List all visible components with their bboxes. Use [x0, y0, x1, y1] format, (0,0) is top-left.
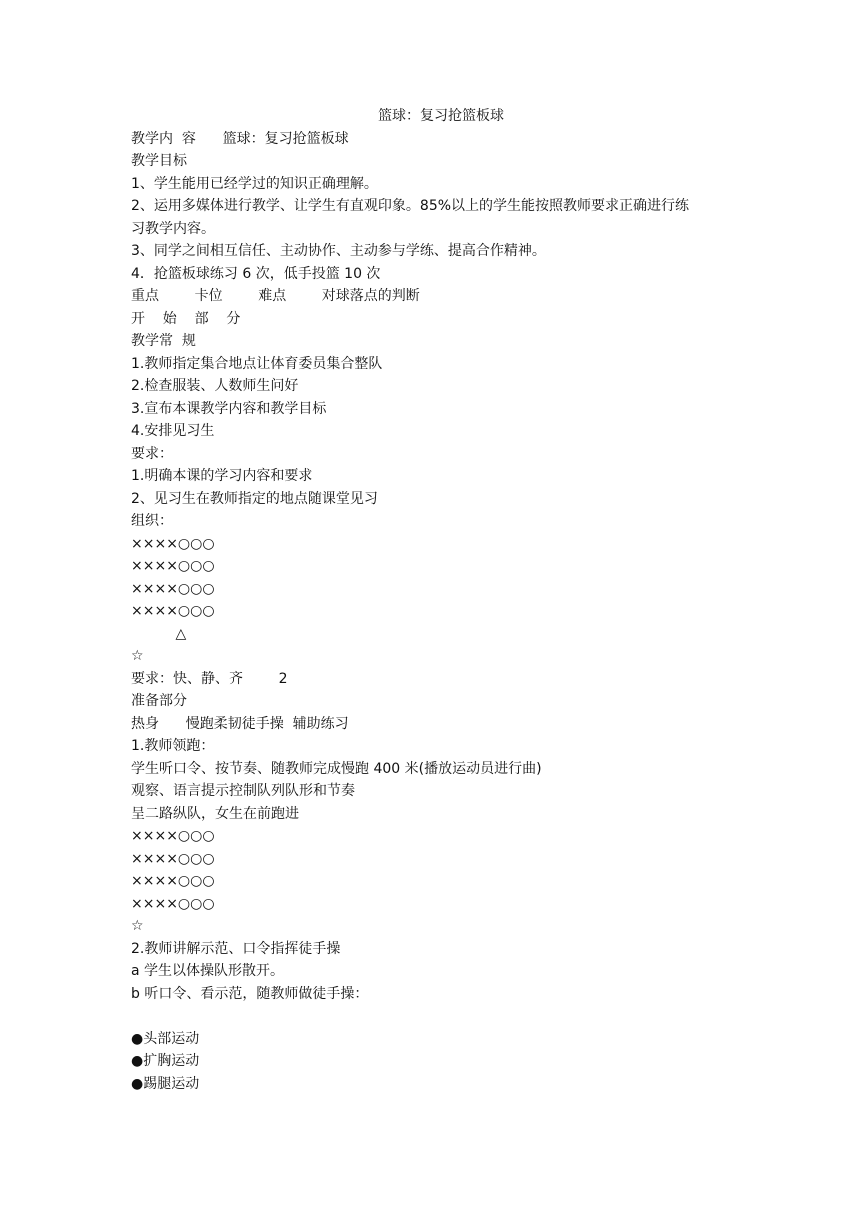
document-body: [131, 128, 751, 1096]
document-line: 1.教师指定集合地点让体育委员集合整队: [131, 355, 383, 372]
document-line: ××××○○○: [131, 580, 215, 597]
document-line: 1、学生能用已经学过的知识正确理解。: [131, 175, 378, 192]
document-line: 3、同学之间相互信任、主动协作、主动参与学练、提高合作精神。: [131, 243, 546, 259]
document-line: 开 始 部 分: [131, 310, 241, 327]
document-line: 2、运用多媒体进行教学、让学生有直观印象。85%以上的学生能按照教师要求正确进行练: [131, 198, 690, 214]
document-line: 1.教师领跑：: [131, 738, 215, 754]
document-line: 要求：快、静、齐 2: [131, 670, 288, 687]
document-line: 4.安排见习生: [131, 423, 215, 439]
document-line: 3.宣布本课教学内容和教学目标: [131, 400, 327, 417]
document-page: [131, 105, 751, 1095]
document-line: a 学生以体操队形散开。: [131, 963, 285, 979]
document-line: ●头部运动: [131, 1030, 200, 1047]
document-line: ××××○○○: [131, 895, 215, 912]
document-line: 组织：: [131, 513, 173, 529]
document-line: 呈二路纵队，女生在前跑进: [131, 805, 299, 822]
document-line: ●扩胸运动: [131, 1053, 200, 1069]
document-line: 2.教师讲解示范、口令指挥徒手操: [131, 940, 341, 957]
document-line: ××××○○○: [131, 603, 215, 619]
document-line: b 听口令、看示范，随教师做徒手操：: [131, 985, 369, 1002]
document-line: △: [131, 625, 187, 642]
document-line: 1.明确本课的学习内容和要求: [131, 468, 313, 484]
document-line: 教学内 容 篮球：复习抢篮板球: [131, 130, 349, 147]
document-line: 准备部分: [131, 693, 187, 709]
document-line: ××××○○○: [131, 535, 215, 552]
document-line: ☆: [131, 648, 144, 664]
document-line: 要求：: [131, 445, 173, 462]
document-title: 篮球：复习抢篮板球: [378, 108, 504, 124]
document-line: 教学常 规: [131, 333, 196, 349]
document-line: ××××○○○: [131, 828, 215, 844]
document-line: ××××○○○: [131, 558, 215, 574]
document-line: ××××○○○: [131, 873, 215, 889]
document-line: ☆: [131, 918, 144, 934]
document-line: 热身 慢跑柔韧徒手操 辅助练习: [131, 715, 349, 732]
document-line: ●踢腿运动: [131, 1075, 200, 1092]
document-line: 观察、语言提示控制队列队形和节奏: [131, 783, 355, 799]
document-line: 重点 卡位 难点 对球落点的判断: [131, 288, 420, 304]
document-line: 4．抢篮板球练习 6 次，低手投篮 10 次: [131, 265, 381, 282]
document-line: 2.检查服装、人数师生问好: [131, 378, 299, 394]
document-line: 学生听口令、按节奏、随教师完成慢跑 400 米(播放运动员进行曲): [131, 760, 542, 777]
document-line: 2、见习生在教师指定的地点随课堂见习: [131, 490, 378, 507]
document-line: ××××○○○: [131, 850, 215, 867]
document-line: 习教学内容。: [131, 220, 215, 237]
document-line: 教学目标: [131, 153, 187, 169]
document-line: [131, 1005, 751, 1028]
